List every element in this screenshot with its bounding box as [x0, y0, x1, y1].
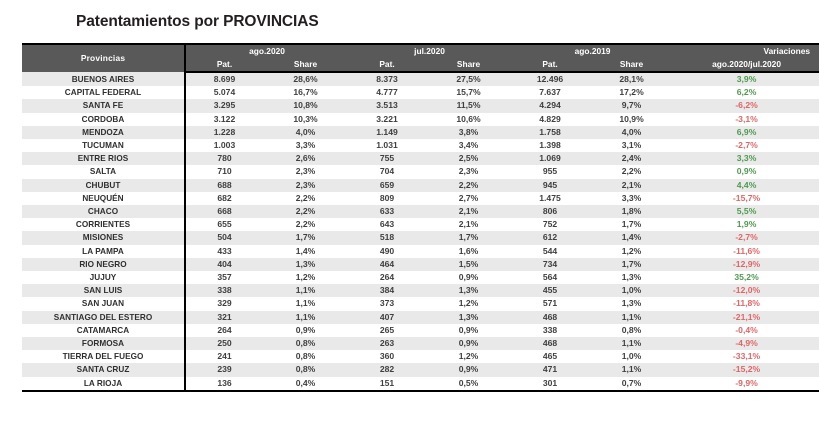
- cell-variacion: -15,7%: [674, 192, 819, 205]
- cell-ago2020-share: 16,7%: [263, 86, 348, 99]
- cell-jul2020-share: 0,9%: [426, 363, 511, 376]
- cell-ago2020-share: 10,3%: [263, 113, 348, 126]
- cell-provincia: SALTA: [22, 165, 185, 178]
- cell-ago2020-pat: 8.699: [185, 72, 263, 86]
- cell-ago2019-share: 2,1%: [589, 179, 674, 192]
- cell-jul2020-share: 1,7%: [426, 231, 511, 244]
- cell-ago2019-pat: 465: [511, 350, 589, 363]
- cell-provincia: FORMOSA: [22, 337, 185, 350]
- cell-variacion: -21,1%: [674, 311, 819, 324]
- cell-provincia: CATAMARCA: [22, 324, 185, 337]
- cell-jul2020-share: 2,7%: [426, 192, 511, 205]
- cell-ago2019-pat: 955: [511, 165, 589, 178]
- cell-jul2020-pat: 373: [348, 297, 426, 310]
- cell-ago2019-pat: 338: [511, 324, 589, 337]
- cell-variacion: 3,9%: [674, 72, 819, 86]
- cell-ago2020-pat: 321: [185, 311, 263, 324]
- cell-jul2020-share: 2,3%: [426, 165, 511, 178]
- cell-ago2019-share: 1,0%: [589, 284, 674, 297]
- cell-ago2020-share: 1,1%: [263, 297, 348, 310]
- table-row: [22, 271, 819, 284]
- cell-ago2020-share: 2,6%: [263, 152, 348, 165]
- cell-ago2020-pat: 357: [185, 271, 263, 284]
- column-header-jul2020-pat: Pat.: [348, 58, 426, 72]
- cell-jul2020-share: 11,5%: [426, 99, 511, 112]
- cell-ago2019-share: 1,4%: [589, 231, 674, 244]
- cell-ago2019-pat: 468: [511, 337, 589, 350]
- header-group-row: [22, 44, 819, 58]
- cell-ago2020-share: 1,3%: [263, 258, 348, 271]
- cell-jul2020-pat: 643: [348, 218, 426, 231]
- cell-jul2020-pat: 3.513: [348, 99, 426, 112]
- cell-variacion: 4,4%: [674, 179, 819, 192]
- cell-ago2019-share: 0,7%: [589, 377, 674, 391]
- cell-ago2020-share: 3,3%: [263, 139, 348, 152]
- column-header-variacion: ago.2020/jul.2020: [674, 58, 819, 72]
- cell-jul2020-pat: 384: [348, 284, 426, 297]
- cell-ago2020-share: 2,2%: [263, 205, 348, 218]
- cell-jul2020-pat: 809: [348, 192, 426, 205]
- cell-variacion: -11,8%: [674, 297, 819, 310]
- table-row: [22, 377, 819, 391]
- cell-ago2019-pat: 806: [511, 205, 589, 218]
- cell-ago2019-share: 2,2%: [589, 165, 674, 178]
- table-body: [22, 72, 819, 391]
- cell-variacion: -2,7%: [674, 139, 819, 152]
- cell-variacion: 0,9%: [674, 165, 819, 178]
- cell-jul2020-pat: 633: [348, 205, 426, 218]
- cell-ago2019-pat: 1.398: [511, 139, 589, 152]
- cell-variacion: -2,7%: [674, 231, 819, 244]
- cell-variacion: -15,2%: [674, 363, 819, 376]
- cell-ago2019-pat: 4.829: [511, 113, 589, 126]
- cell-jul2020-pat: 490: [348, 245, 426, 258]
- cell-jul2020-pat: 659: [348, 179, 426, 192]
- cell-provincia: CORRIENTES: [22, 218, 185, 231]
- cell-ago2020-pat: 668: [185, 205, 263, 218]
- cell-ago2019-pat: 564: [511, 271, 589, 284]
- cell-jul2020-pat: 4.777: [348, 86, 426, 99]
- cell-ago2020-share: 2,3%: [263, 165, 348, 178]
- cell-provincia: CHACO: [22, 205, 185, 218]
- cell-jul2020-share: 1,6%: [426, 245, 511, 258]
- cell-ago2020-pat: 239: [185, 363, 263, 376]
- cell-ago2019-pat: 301: [511, 377, 589, 391]
- cell-ago2019-share: 1,7%: [589, 218, 674, 231]
- table-row: [22, 139, 819, 152]
- table-row: [22, 363, 819, 376]
- cell-ago2019-pat: 612: [511, 231, 589, 244]
- cell-ago2020-pat: 780: [185, 152, 263, 165]
- cell-ago2020-pat: 250: [185, 337, 263, 350]
- cell-provincia: SANTA FE: [22, 99, 185, 112]
- cell-ago2019-pat: 1.758: [511, 126, 589, 139]
- cell-ago2019-pat: 752: [511, 218, 589, 231]
- cell-jul2020-pat: 8.373: [348, 72, 426, 86]
- cell-ago2020-share: 1,2%: [263, 271, 348, 284]
- cell-provincia: TUCUMAN: [22, 139, 185, 152]
- table-row: [22, 337, 819, 350]
- cell-variacion: 6,2%: [674, 86, 819, 99]
- cell-ago2019-share: 1,3%: [589, 271, 674, 284]
- page-title: Patentamientos por PROVINCIAS: [76, 13, 319, 30]
- table-row: [22, 86, 819, 99]
- cell-ago2020-share: 0,8%: [263, 350, 348, 363]
- column-header-ago2019-share: Share: [589, 58, 674, 72]
- cell-ago2020-pat: 136: [185, 377, 263, 391]
- cell-ago2020-share: 2,2%: [263, 218, 348, 231]
- cell-ago2019-share: 1,1%: [589, 311, 674, 324]
- cell-jul2020-pat: 265: [348, 324, 426, 337]
- cell-provincia: NEUQUÉN: [22, 192, 185, 205]
- cell-ago2020-share: 1,4%: [263, 245, 348, 258]
- table-row: [22, 245, 819, 258]
- cell-ago2019-pat: 12.496: [511, 72, 589, 86]
- cell-ago2019-share: 17,2%: [589, 86, 674, 99]
- table-row: [22, 165, 819, 178]
- cell-provincia: RIO NEGRO: [22, 258, 185, 271]
- table-row: [22, 113, 819, 126]
- table-row: [22, 350, 819, 363]
- cell-ago2019-pat: 471: [511, 363, 589, 376]
- cell-provincia: MISIONES: [22, 231, 185, 244]
- cell-variacion: -4,9%: [674, 337, 819, 350]
- cell-ago2019-pat: 7.637: [511, 86, 589, 99]
- cell-ago2020-share: 1,7%: [263, 231, 348, 244]
- cell-variacion: -9,9%: [674, 377, 819, 391]
- cell-ago2020-pat: 404: [185, 258, 263, 271]
- cell-provincia: CHUBUT: [22, 179, 185, 192]
- column-header-jul2020-share: Share: [426, 58, 511, 72]
- cell-provincia: CORDOBA: [22, 113, 185, 126]
- cell-jul2020-share: 0,9%: [426, 271, 511, 284]
- cell-ago2019-share: 3,1%: [589, 139, 674, 152]
- cell-ago2019-share: 3,3%: [589, 192, 674, 205]
- cell-ago2019-share: 1,1%: [589, 337, 674, 350]
- cell-ago2020-pat: 1.003: [185, 139, 263, 152]
- cell-ago2019-share: 1,7%: [589, 258, 674, 271]
- patentamientos-table: [22, 43, 819, 392]
- cell-ago2019-pat: 544: [511, 245, 589, 258]
- cell-jul2020-share: 0,5%: [426, 377, 511, 391]
- cell-variacion: -12,0%: [674, 284, 819, 297]
- patentamientos-table-container: [22, 43, 811, 392]
- cell-ago2020-pat: 329: [185, 297, 263, 310]
- cell-jul2020-share: 15,7%: [426, 86, 511, 99]
- cell-variacion: 3,3%: [674, 152, 819, 165]
- table-row: [22, 72, 819, 86]
- cell-provincia: TIERRA DEL FUEGO: [22, 350, 185, 363]
- cell-jul2020-pat: 151: [348, 377, 426, 391]
- cell-ago2020-share: 0,8%: [263, 337, 348, 350]
- cell-jul2020-pat: 3.221: [348, 113, 426, 126]
- table-row: [22, 192, 819, 205]
- cell-provincia: MENDOZA: [22, 126, 185, 139]
- cell-variacion: -11,6%: [674, 245, 819, 258]
- cell-ago2019-share: 1,3%: [589, 297, 674, 310]
- cell-variacion: -0,4%: [674, 324, 819, 337]
- cell-jul2020-pat: 282: [348, 363, 426, 376]
- cell-variacion: 6,9%: [674, 126, 819, 139]
- cell-ago2019-pat: 945: [511, 179, 589, 192]
- cell-ago2020-pat: 338: [185, 284, 263, 297]
- cell-ago2019-pat: 571: [511, 297, 589, 310]
- cell-ago2020-pat: 655: [185, 218, 263, 231]
- cell-ago2020-pat: 1.228: [185, 126, 263, 139]
- cell-jul2020-share: 10,6%: [426, 113, 511, 126]
- cell-ago2020-pat: 3.295: [185, 99, 263, 112]
- cell-jul2020-pat: 264: [348, 271, 426, 284]
- cell-ago2019-share: 1,0%: [589, 350, 674, 363]
- cell-variacion: 5,5%: [674, 205, 819, 218]
- column-header-ago2020-pat: Pat.: [185, 58, 263, 72]
- cell-ago2019-share: 9,7%: [589, 99, 674, 112]
- cell-ago2020-share: 0,4%: [263, 377, 348, 391]
- column-header-provincias: Provincias: [22, 44, 185, 72]
- cell-ago2020-share: 4,0%: [263, 126, 348, 139]
- table-row: [22, 99, 819, 112]
- table-row: [22, 311, 819, 324]
- cell-jul2020-pat: 518: [348, 231, 426, 244]
- cell-ago2020-share: 2,2%: [263, 192, 348, 205]
- table-row: [22, 152, 819, 165]
- cell-ago2020-share: 1,1%: [263, 284, 348, 297]
- cell-ago2019-share: 10,9%: [589, 113, 674, 126]
- cell-ago2020-pat: 504: [185, 231, 263, 244]
- cell-jul2020-share: 1,2%: [426, 297, 511, 310]
- cell-ago2020-pat: 241: [185, 350, 263, 363]
- cell-ago2019-share: 2,4%: [589, 152, 674, 165]
- cell-ago2019-share: 1,8%: [589, 205, 674, 218]
- cell-ago2019-share: 28,1%: [589, 72, 674, 86]
- cell-ago2019-share: 0,8%: [589, 324, 674, 337]
- column-header-ago2020-share: Share: [263, 58, 348, 72]
- cell-ago2019-pat: 734: [511, 258, 589, 271]
- column-group-ago-2019: ago.2019: [511, 44, 674, 58]
- cell-provincia: LA PAMPA: [22, 245, 185, 258]
- cell-variacion: -12,9%: [674, 258, 819, 271]
- cell-jul2020-pat: 704: [348, 165, 426, 178]
- cell-ago2020-share: 2,3%: [263, 179, 348, 192]
- cell-ago2020-pat: 3.122: [185, 113, 263, 126]
- cell-jul2020-pat: 263: [348, 337, 426, 350]
- cell-provincia: BUENOS AIRES: [22, 72, 185, 86]
- table-row: [22, 126, 819, 139]
- table-row: [22, 179, 819, 192]
- cell-ago2019-share: 1,1%: [589, 363, 674, 376]
- table-row: [22, 324, 819, 337]
- cell-ago2020-pat: 682: [185, 192, 263, 205]
- cell-ago2019-pat: 468: [511, 311, 589, 324]
- cell-jul2020-pat: 407: [348, 311, 426, 324]
- cell-jul2020-share: 0,9%: [426, 337, 511, 350]
- cell-variacion: 1,9%: [674, 218, 819, 231]
- cell-ago2020-share: 10,8%: [263, 99, 348, 112]
- cell-ago2019-share: 1,2%: [589, 245, 674, 258]
- cell-ago2020-share: 28,6%: [263, 72, 348, 86]
- cell-ago2020-share: 1,1%: [263, 311, 348, 324]
- cell-jul2020-pat: 360: [348, 350, 426, 363]
- cell-variacion: -3,1%: [674, 113, 819, 126]
- cell-variacion: -33,1%: [674, 350, 819, 363]
- table-row: [22, 284, 819, 297]
- cell-jul2020-pat: 1.031: [348, 139, 426, 152]
- cell-jul2020-pat: 1.149: [348, 126, 426, 139]
- cell-ago2020-share: 0,8%: [263, 363, 348, 376]
- column-group-ago-2020: ago.2020: [185, 44, 348, 58]
- table-row: [22, 297, 819, 310]
- cell-jul2020-share: 1,3%: [426, 311, 511, 324]
- cell-provincia: SAN LUIS: [22, 284, 185, 297]
- cell-jul2020-share: 1,3%: [426, 284, 511, 297]
- cell-ago2019-pat: 455: [511, 284, 589, 297]
- cell-jul2020-pat: 755: [348, 152, 426, 165]
- cell-ago2020-pat: 264: [185, 324, 263, 337]
- cell-jul2020-share: 3,4%: [426, 139, 511, 152]
- cell-jul2020-share: 2,1%: [426, 218, 511, 231]
- cell-variacion: -6,2%: [674, 99, 819, 112]
- table-row: [22, 258, 819, 271]
- table-row: [22, 231, 819, 244]
- cell-jul2020-share: 2,5%: [426, 152, 511, 165]
- cell-ago2020-pat: 710: [185, 165, 263, 178]
- cell-provincia: LA RIOJA: [22, 377, 185, 391]
- cell-ago2020-share: 0,9%: [263, 324, 348, 337]
- cell-provincia: CAPITAL FEDERAL: [22, 86, 185, 99]
- cell-provincia: SANTIAGO DEL ESTERO: [22, 311, 185, 324]
- cell-jul2020-pat: 464: [348, 258, 426, 271]
- cell-jul2020-share: 1,2%: [426, 350, 511, 363]
- column-header-ago2019-pat: Pat.: [511, 58, 589, 72]
- cell-ago2020-pat: 5.074: [185, 86, 263, 99]
- cell-provincia: SANTA CRUZ: [22, 363, 185, 376]
- cell-variacion: 35,2%: [674, 271, 819, 284]
- cell-provincia: JUJUY: [22, 271, 185, 284]
- cell-ago2019-share: 4,0%: [589, 126, 674, 139]
- cell-ago2020-pat: 688: [185, 179, 263, 192]
- table-header: [22, 44, 819, 72]
- cell-provincia: ENTRE RIOS: [22, 152, 185, 165]
- cell-jul2020-share: 0,9%: [426, 324, 511, 337]
- cell-ago2020-pat: 433: [185, 245, 263, 258]
- cell-ago2019-pat: 1.475: [511, 192, 589, 205]
- cell-jul2020-share: 3,8%: [426, 126, 511, 139]
- cell-jul2020-share: 2,2%: [426, 179, 511, 192]
- column-group-jul-2020: jul.2020: [348, 44, 511, 58]
- cell-ago2019-pat: 1.069: [511, 152, 589, 165]
- cell-jul2020-share: 2,1%: [426, 205, 511, 218]
- column-group-variaciones: Variaciones: [674, 44, 819, 58]
- cell-provincia: SAN JUAN: [22, 297, 185, 310]
- cell-jul2020-share: 27,5%: [426, 72, 511, 86]
- cell-jul2020-share: 1,5%: [426, 258, 511, 271]
- table-row: [22, 205, 819, 218]
- cell-ago2019-pat: 4.294: [511, 99, 589, 112]
- table-row: [22, 218, 819, 231]
